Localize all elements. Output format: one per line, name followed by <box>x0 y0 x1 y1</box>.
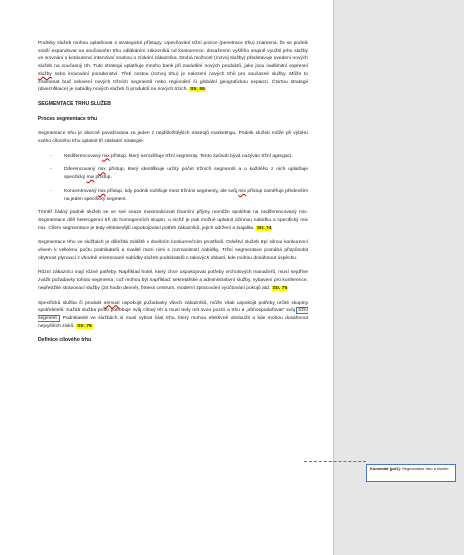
list-item-text: přístup, který identifikuje určitý počet tržních segmentů a u každého z nich uplatňuje specifický <box>64 167 309 181</box>
paragraph <box>38 300 308 331</box>
paragraph <box>38 269 308 292</box>
list-item <box>38 153 308 161</box>
spellcheck-word[interactable]: mix <box>98 188 106 194</box>
list-item <box>38 188 308 203</box>
list-item-text: Nediferencovaný <box>64 153 101 159</box>
sub-heading: Proces segmentace trhu <box>38 115 98 122</box>
page-reference-tag: Str. 74 <box>256 225 272 231</box>
strategy-list <box>38 153 308 204</box>
paragraph-text: Podnikatelé ve službách si musí vybrat část trhu, který mohou efektivně obsloužit a kde mohou dosáhnout nejvyšších zisků. <box>38 315 309 329</box>
list-item <box>38 166 308 181</box>
spellcheck-word[interactable]: mix <box>238 188 246 194</box>
spellcheck-word[interactable]: nemusí <box>103 300 120 306</box>
paragraph <box>38 40 308 94</box>
comment-balloon[interactable] <box>366 464 456 482</box>
sub-heading: Definice cílového trhu <box>38 337 92 344</box>
comment-text: Segmentace trhu a služeb <box>402 466 449 471</box>
paragraph-text: Téměř žádný podnik služeb se ve své snaze maximalizovat finanční příjmy nemůže spoléhat na nediferencovaný mix. Segmentace dělí heterogenní trh do homogenních skupin, u nichž je pak možné uplatnit účinnou nabídku a specifický mix mix. Cílem segmentace je tedy efektivnější uspokojování potřeb zákazníků, jejich udržení a loajalita. <box>38 210 308 231</box>
document-body[interactable] <box>38 40 308 352</box>
spellcheck-word[interactable]: mix <box>102 153 110 159</box>
list-item-text: Koncentrovaný <box>64 188 97 194</box>
comment-connector <box>304 461 366 462</box>
page-reference-tag: Str. 76 <box>77 323 92 329</box>
list-item-text: přístup, který nerozlišuje tržní segmenty. Tento způsob bývá nazýván tržní agregací. <box>111 153 293 159</box>
spellcheck-word[interactable]: mix <box>98 167 106 173</box>
paragraph-text: uspokojit požadavky všech zákazníků, může však uspokojit potřeby určité skupiny spotřebitelů. Každá služba proto potřebuje svůj cílový trh a musí tedy mít svou pozici a trhu a „obhospodařovat“ svůj <box>38 300 309 314</box>
paragraph: Segmentace trhu ve službách je důležitá zvláště v dnešním konkurenčním prostředí. Odvětví služeb trpí silnou konkurencí vlivem k velkému počtu podnikatelů a rivalitě mezi nimi s rozmanitostí nabídky. Tržní segmentace pomáhá přizpůsobit obytnost plynoucí z vhodně orientované nabídky služeb podnikatelů o takových oblastí, kde mohou dosáhnout úspěchu. <box>38 240 308 261</box>
paragraph-text: Specifická služba či produkt <box>38 300 102 306</box>
paragraph-text: nebo inovování poradenství. Třetí cestou (rozvoj trhu) je nalezení nových trhů pro současné služby. Může to znamenat buď oslovení nových tržních segmentů nebo regionální či globální geografickou expanzi. Čtvrtou strategií (diverzifikace) je nabídky nových služeb či produktů na nových trzích. <box>38 71 308 93</box>
list-item-text: přístup, kdy podnik rozlišuje mezi tržními segmenty, ale svůj <box>107 188 237 194</box>
page-reference-tag: Str. 55 <box>190 87 205 93</box>
list-item-text: přístup zaměřuje především na jeden specifický segment. <box>64 188 309 202</box>
list-item-text: přístup. <box>95 175 112 181</box>
paragraph-text: Podniky služeb mohou uplatňovat 4 strategické přístupy. Upevňování tržní pozice (penetrace trhu) znamená, že se podnik snaží expandovat na současném trhu odlákáním zákazníků od konkurence, dosažením vyššího stupně využití jeho služby ve srovnání s konkurencí intenzivní snahou o získání zákazníka. Druhá možnost (rozvoj služby) představuje uvedení nových služeb na současný trh. Tuto strategii uplatňuje mnoho bank při zavádění nových produktů, jako jsou nadlimitní expresní <box>38 41 308 70</box>
paragraph <box>38 209 308 232</box>
comment-label: Komentář [pd1]: <box>370 466 401 471</box>
spellcheck-word[interactable]: mix <box>86 175 95 181</box>
spellcheck-word[interactable]: služby <box>38 71 52 77</box>
paragraph: Segmentace trhu je obecně považována za jeden z nejdůležitějších nástrojů marketingu. Podnik služeb může při výběru svého cílového trhu uplatnit tři základní strategie: <box>38 131 308 145</box>
paragraph-text: Různí zákazníci mají různé potřeby. Například hotel, který chce uspokojovat potřeby vrcholových manažerů, musí nejdříve zvážit požadavky tohoto segmentu, což mohou být například: sekretářské a administrativní služby, vybavení pro konference, nepřetržité stravovací služby (24 hodin denně), fitness centrum, moderní zpracování vyúčtování pokojů atd. <box>38 270 308 291</box>
list-item-text: Diferencovaný <box>64 167 96 173</box>
commented-text[interactable]: tržní segment. <box>38 308 308 321</box>
page-reference-tag: Str. 75 <box>272 285 288 291</box>
section-heading: SEGMENTACE TRHU SLUŽEB <box>38 100 111 107</box>
